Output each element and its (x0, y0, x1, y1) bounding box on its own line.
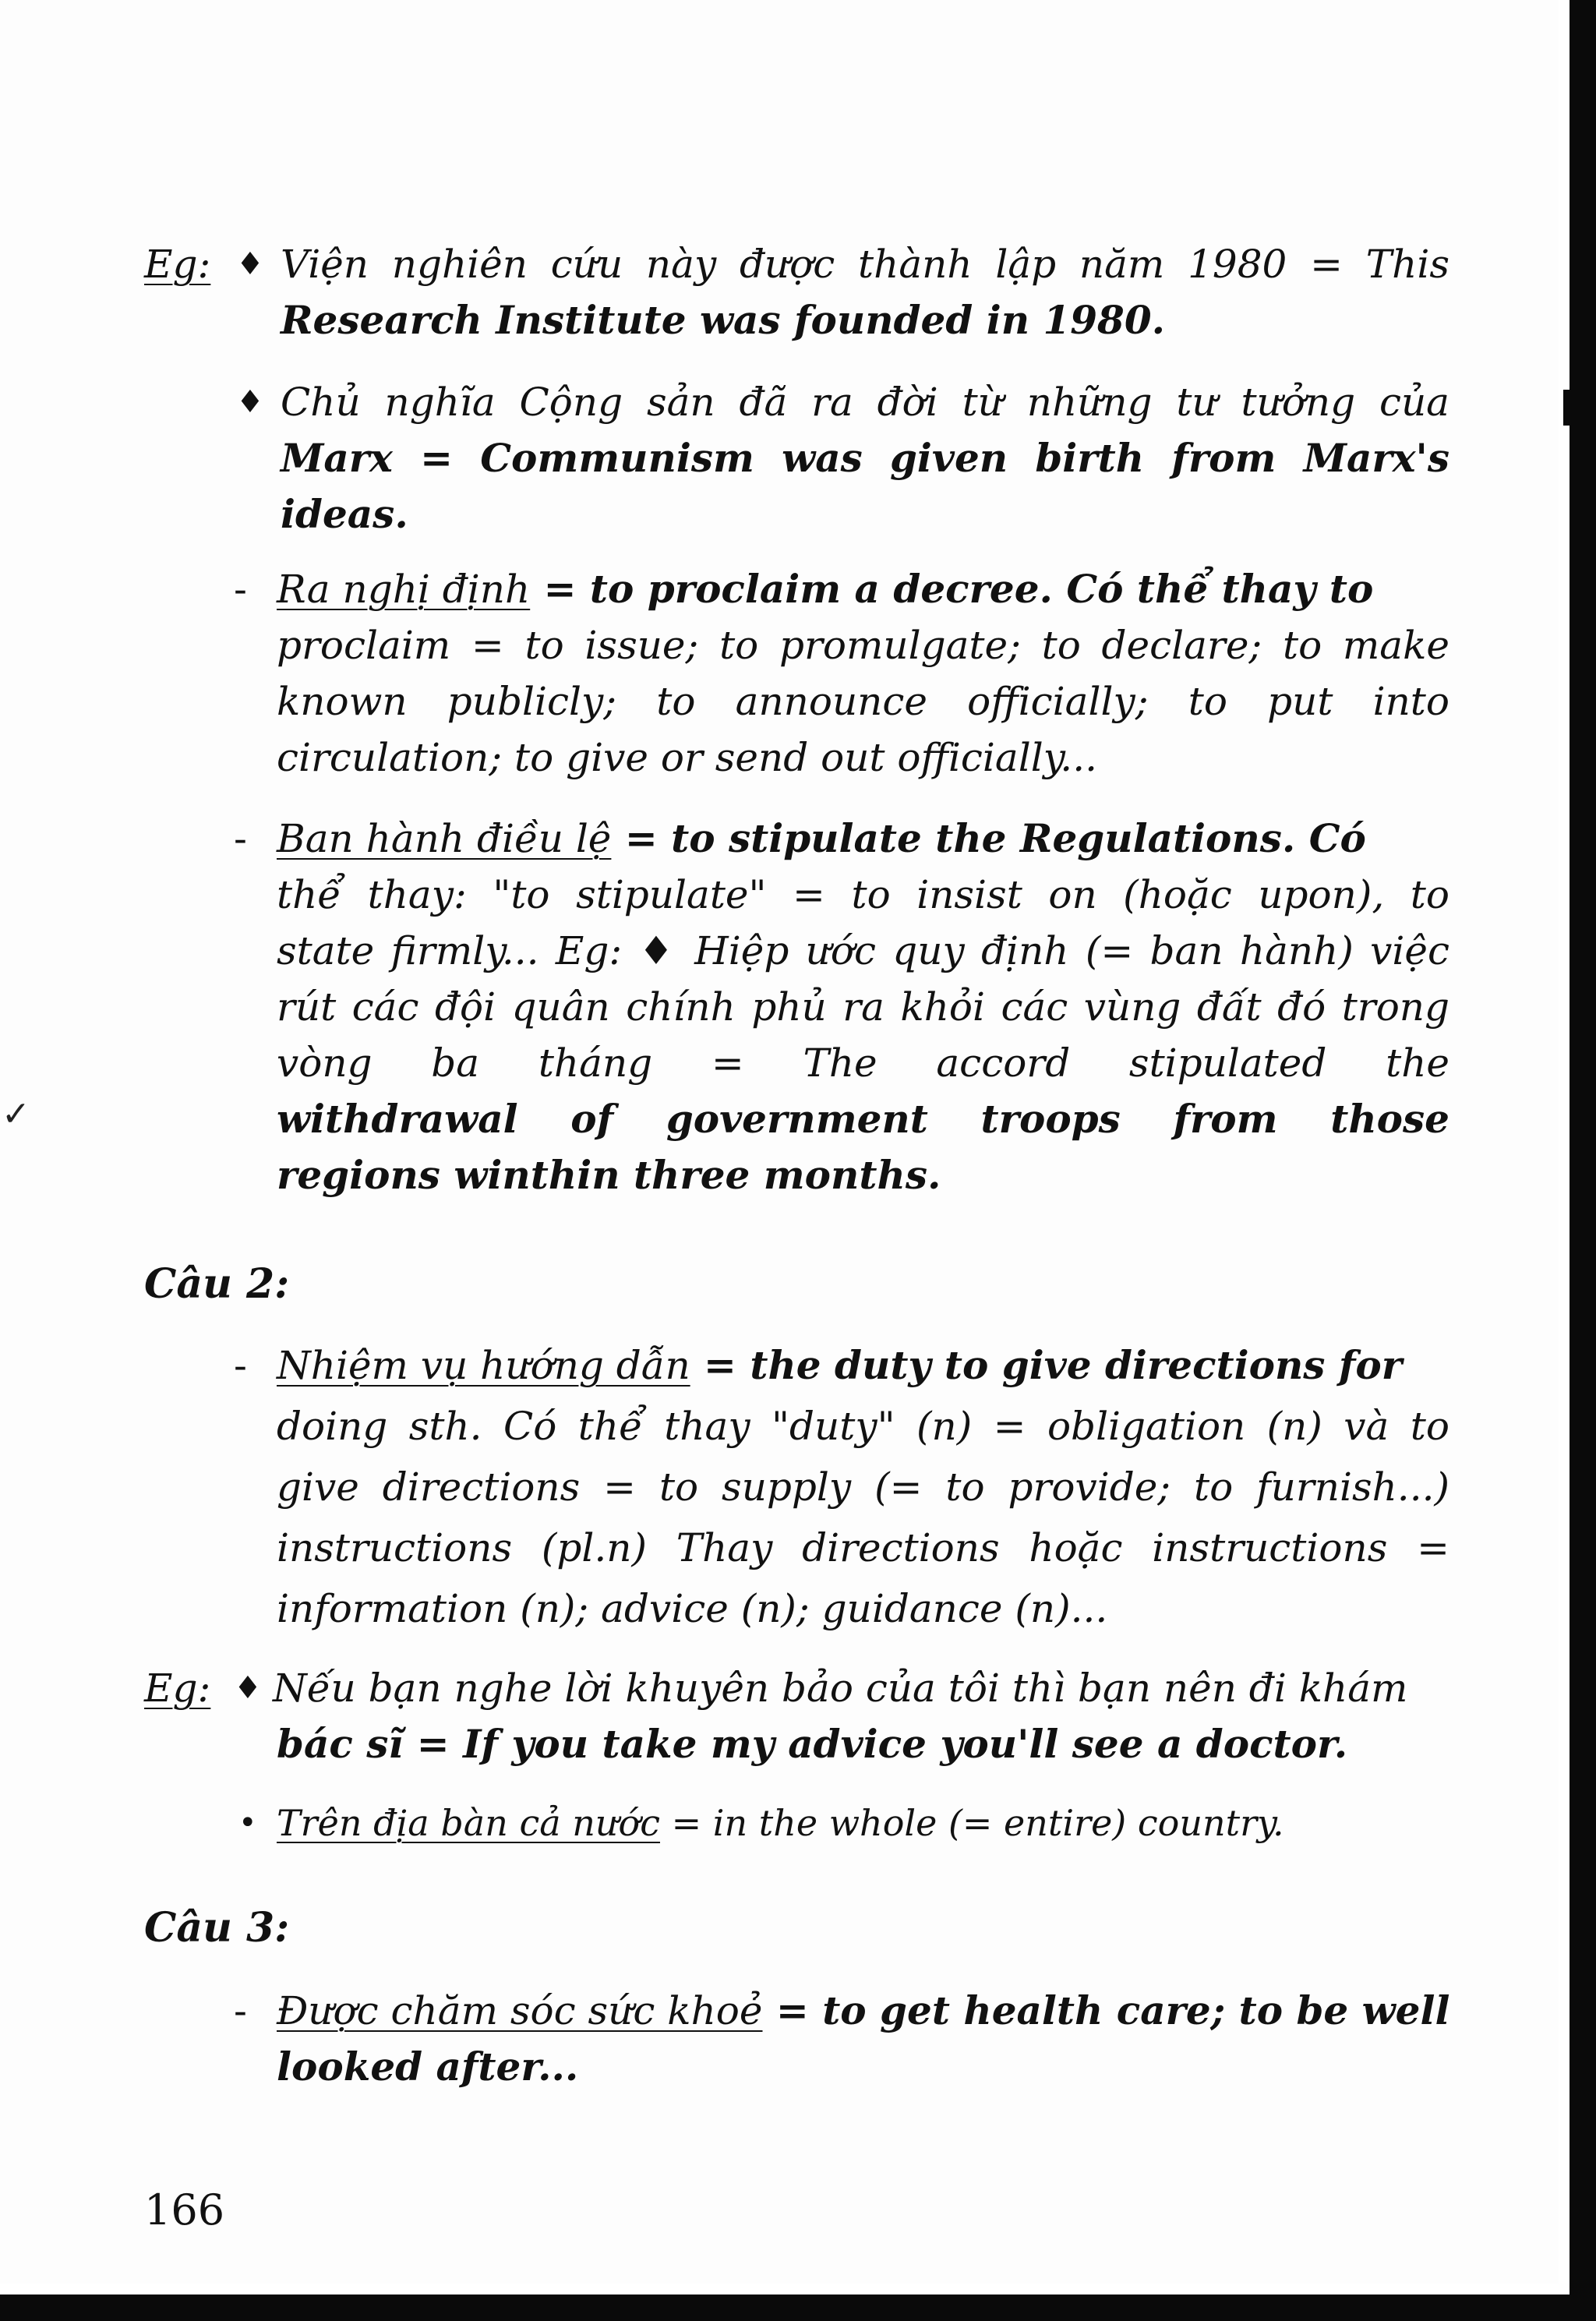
eg2-text-1: Chủ nghĩa Cộng sản đã ra đời từ những tư tưởng của (281, 380, 1449, 425)
item2-text-5: vòng ba tháng = The accord stipulated the (277, 1040, 1449, 1086)
item1-def: = to proclaim a decree. Có thể thay to (530, 566, 1374, 612)
item2-term: Ban hành điều lệ (277, 816, 612, 861)
cau2-item-text-5: information (n); advice (n); guidance (n)... (277, 1586, 1108, 1631)
cau2-item-line-5 (277, 1581, 1107, 1637)
dot-bullet: • (238, 1805, 257, 1841)
cau2-dot-term: Trên địa bàn cả nước (277, 1802, 660, 1844)
dash: - (234, 816, 247, 861)
cau2-item-term: Nhiệm vụ hướng dẫn (277, 1343, 690, 1388)
cau2-heading: Câu 2: (144, 1260, 290, 1308)
cau2-item-text-3: give directions = to supply (= to provide; to furnish...) (277, 1464, 1449, 1510)
scan-border-bottom (0, 2295, 1596, 2321)
cau2-item-line-4 (277, 1520, 1449, 1576)
item2-text-3: state firmly... Eg: ♦ Hiệp ước quy định (= ban hành) việc (277, 928, 1449, 973)
cau2-item-line-2 (277, 1398, 1449, 1454)
eg-label: Eg: (144, 1666, 211, 1711)
item1-line-3 (277, 673, 1449, 730)
item1-text-3: known publicly; to announce officially; to put into (277, 679, 1449, 724)
cau3-item-line-2 (277, 2039, 578, 2095)
dash: - (234, 567, 247, 612)
item2-def: = to stipulate the Regulations. Có (611, 815, 1366, 861)
eg1-text-1: Viện nghiên cứu này được thành lập năm 1980 = This (281, 242, 1449, 287)
cau3-heading: Câu 3: (144, 1904, 290, 1952)
cau2-dot-def: = in the whole (= entire) country. (659, 1802, 1284, 1844)
eg2-text-2: Marx = Communism was given birth from Marx's (281, 435, 1449, 481)
cau3-item-def: = to get health care; to be well (762, 1987, 1450, 2033)
cau2-item-line-1 (277, 1337, 1402, 1394)
item2-line-2 (277, 867, 1449, 923)
cau2-eg-text-2: bác sĩ = If you take my advice you'll see a doctor. (277, 1721, 1348, 1767)
item2-text-4: rút các đội quân chính phủ ra khỏi các vùng đất đó trong (277, 984, 1449, 1030)
item1-text-2: proclaim = to issue; to promulgate; to declare; to make (277, 623, 1449, 668)
item2-line-6 (277, 1091, 1449, 1147)
dash: - (234, 1343, 247, 1388)
item2-line-4 (277, 979, 1449, 1035)
cau3-item-term: Được chăm sóc sức khoẻ (277, 1988, 763, 2033)
eg2-line-1 (281, 374, 1449, 430)
scan-border-right (1570, 0, 1596, 2321)
cau2-eg-text-1: Nếu bạn nghe lời khuyên bảo của tôi thì bạn nên đi khám (273, 1666, 1408, 1711)
item1-line-2 (277, 617, 1449, 673)
bullet: ♦ (234, 1670, 262, 1706)
cau2-item-def: = the duty to give directions for (690, 1342, 1403, 1388)
item1-term: Ra nghị định (277, 567, 531, 612)
eg2-line-3 (281, 486, 408, 542)
item2-text-7: regions winthin three months. (277, 1152, 941, 1198)
dash: - (234, 1988, 247, 2033)
item2-text-2: thể thay: "to stipulate" = to insist on (hoặc upon), to (277, 872, 1449, 917)
cau2-dot-line (277, 1795, 1284, 1851)
bullet: ♦ (236, 384, 264, 420)
eg2-text-3: ideas. (281, 491, 408, 537)
margin-mark (1563, 390, 1570, 426)
cau3-item-line-1 (277, 1983, 1449, 2039)
item2-text-6: withdrawal of government troops from those (277, 1096, 1449, 1142)
bullet: ♦ (236, 246, 264, 282)
item2-line-5 (277, 1035, 1449, 1091)
cau2-eg-line-2 (277, 1716, 1347, 1772)
page-number: 166 (144, 2185, 225, 2234)
item2-line-1 (277, 811, 1366, 867)
eg1-line-2 (281, 292, 1165, 348)
cau3-item-text-2: looked after... (277, 2044, 579, 2090)
item1-line-1 (277, 561, 1373, 617)
eg-label: Eg: (144, 242, 211, 287)
item1-text-4: circulation; to give or send out officially... (277, 735, 1097, 780)
eg1-line-1 (281, 236, 1449, 292)
cau2-item-text-4: instructions (pl.n) Thay directions hoặc instructions = (277, 1525, 1449, 1570)
cau2-eg-line-1 (273, 1660, 1407, 1716)
item1-line-4 (277, 730, 1097, 786)
eg1-text-2: Research Institute was founded in 1980. (281, 297, 1166, 343)
eg2-line-2 (281, 430, 1449, 486)
cau2-item-text-2: doing sth. Có thể thay "duty" (n) = obligation (n) và to (277, 1404, 1449, 1449)
check-mark-icon: ✓ (2, 1094, 30, 1134)
item2-line-3 (277, 923, 1449, 979)
cau2-item-line-3 (277, 1459, 1449, 1515)
item2-line-7 (277, 1147, 941, 1203)
